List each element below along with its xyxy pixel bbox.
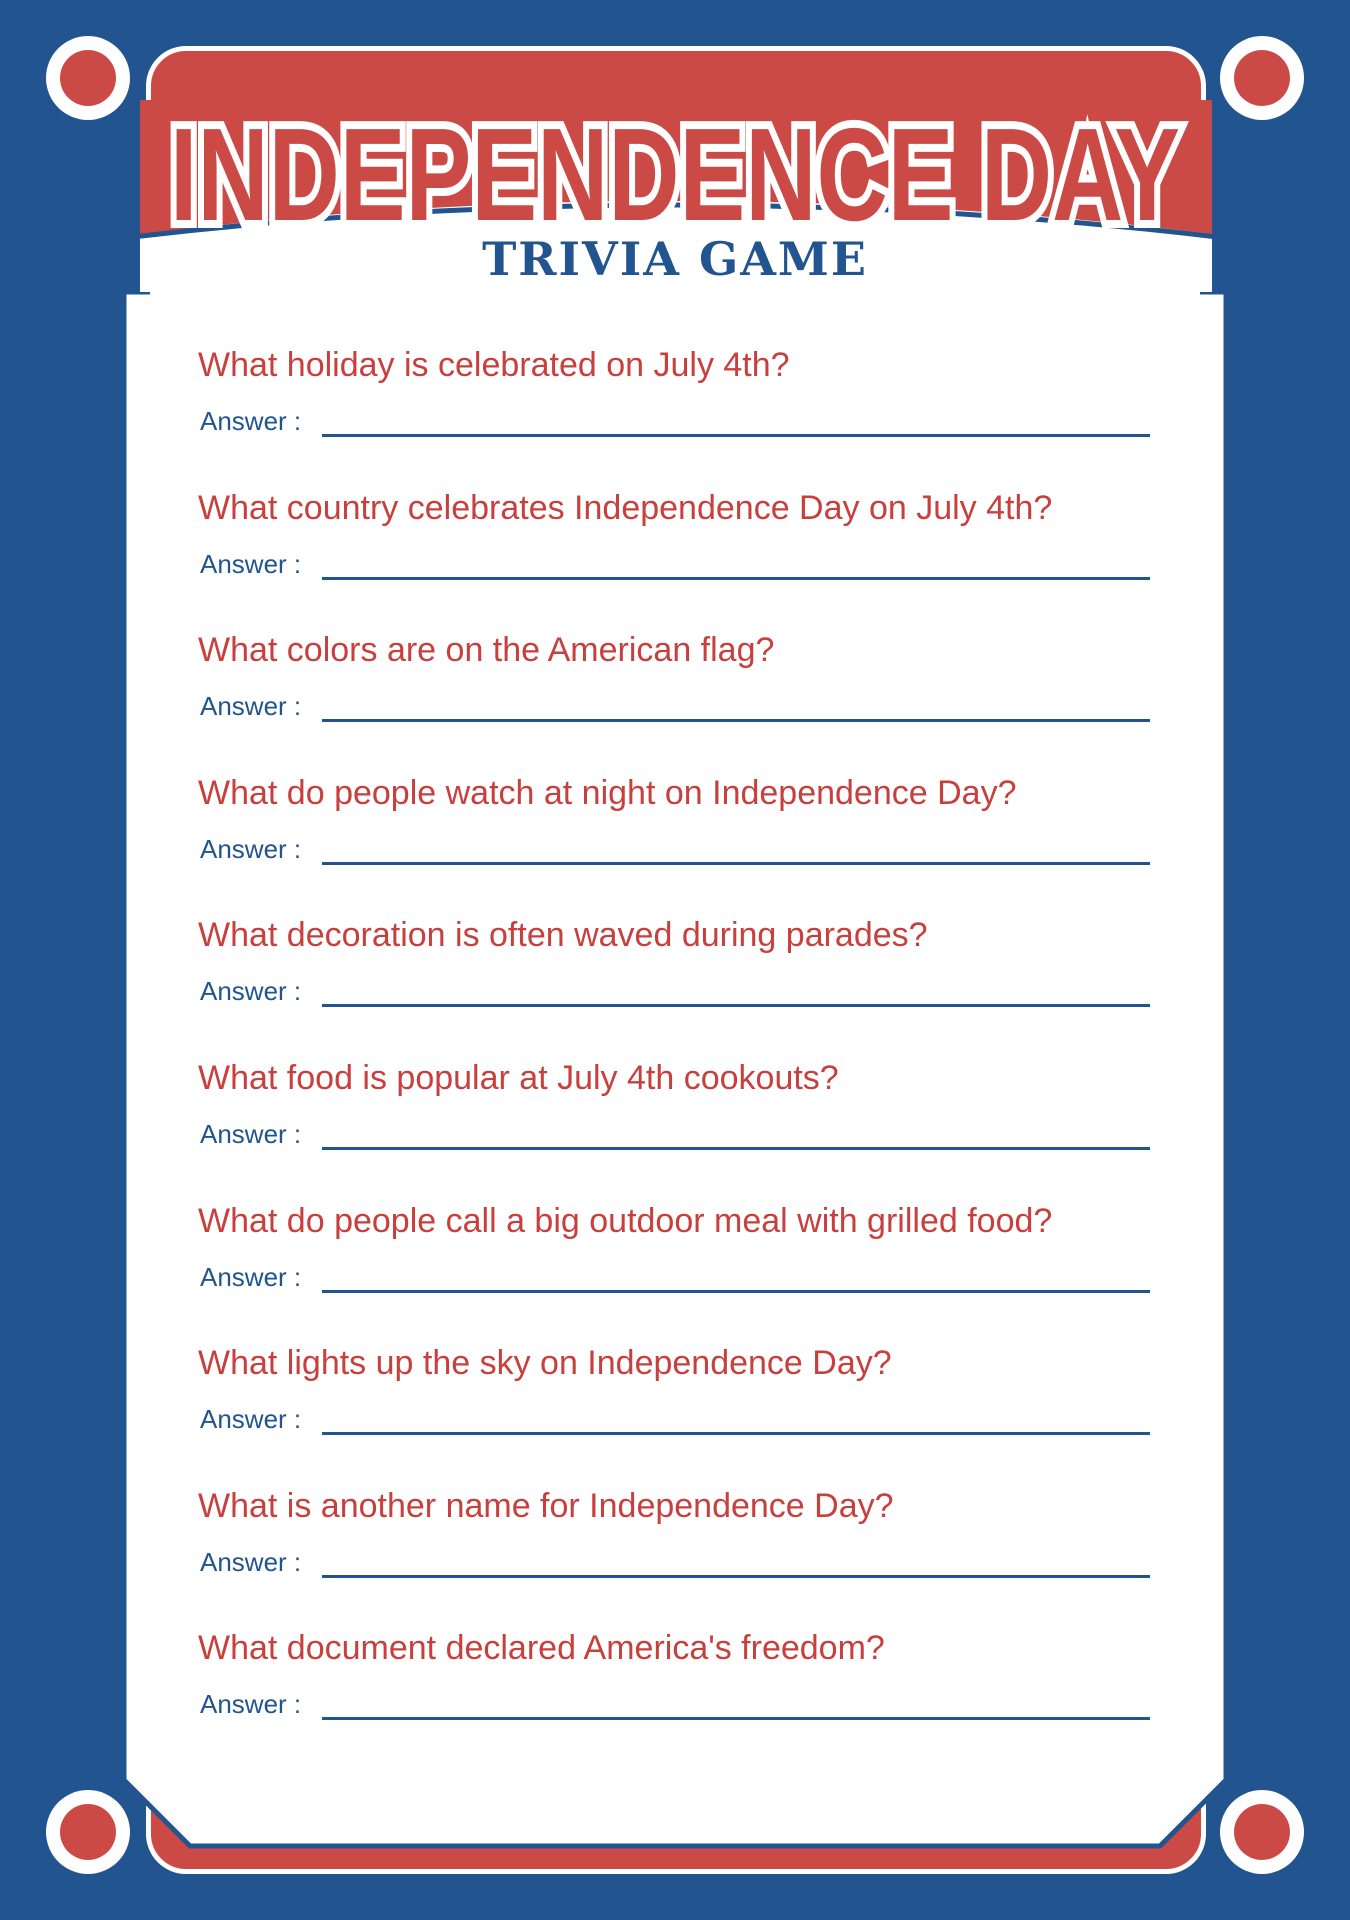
- question-text: What holiday is celebrated on July 4th?: [198, 346, 790, 384]
- answer-label: Answer :: [200, 833, 302, 864]
- answer-label: Answer :: [200, 406, 302, 436]
- question-item: [198, 912, 1150, 1055]
- answer-row: [198, 1117, 1150, 1157]
- answer-line[interactable]: [322, 1004, 1150, 1007]
- question-text: What lights up the sky on Independence Day?: [198, 1344, 892, 1383]
- answer-line[interactable]: [322, 862, 1150, 865]
- page-subtitle: TRIVIA GAME: [482, 232, 868, 286]
- question-item: [198, 770, 1150, 913]
- question-text: What do people call a big outdoor meal with grilled food?: [198, 1201, 1053, 1240]
- question-item: [198, 627, 1150, 770]
- answer-row: [198, 974, 1150, 1014]
- question-text: What document declared America's freedom?: [198, 1629, 885, 1668]
- answer-row: [198, 547, 1150, 587]
- answer-label: Answer :: [200, 1546, 302, 1577]
- answer-label: Answer :: [200, 1689, 302, 1720]
- answer-label: Answer :: [200, 976, 302, 1007]
- answer-line[interactable]: [322, 1290, 1150, 1293]
- question-item: [198, 1198, 1150, 1341]
- question-item: [198, 1483, 1150, 1626]
- title-banner: [150, 92, 1200, 242]
- question-text: What do people watch at night on Independence Day?: [198, 773, 1017, 812]
- answer-row: [198, 404, 1150, 444]
- question-text: What country celebrates Independence Day on July 4th?: [198, 488, 1053, 527]
- answer-label: Answer :: [200, 1404, 302, 1435]
- question-item: [198, 1340, 1150, 1483]
- question-text: What food is popular at July 4th cookouts?: [198, 1058, 839, 1097]
- answer-line[interactable]: [322, 1432, 1150, 1435]
- answer-line[interactable]: [322, 1147, 1150, 1150]
- answer-line[interactable]: [322, 577, 1150, 580]
- question-item: [198, 342, 1150, 485]
- answer-row: [198, 1687, 1150, 1727]
- answer-line[interactable]: [322, 719, 1150, 722]
- answer-label: Answer :: [200, 1118, 302, 1149]
- answer-row: [198, 689, 1150, 729]
- question-item: [198, 1055, 1150, 1198]
- question-list: [198, 342, 1150, 1768]
- answer-row: [198, 832, 1150, 872]
- answer-label: Answer :: [200, 548, 302, 579]
- answer-line[interactable]: [322, 1575, 1150, 1578]
- question-text: What colors are on the American flag?: [198, 631, 775, 670]
- answer-row: [198, 1402, 1150, 1442]
- answer-line[interactable]: [322, 1717, 1150, 1720]
- page-title-text: INDEPENDENCE DAY: [170, 101, 1180, 242]
- question-text: What is another name for Independence Day?: [198, 1486, 894, 1525]
- answer-row: [198, 1545, 1150, 1585]
- question-item: [198, 1625, 1150, 1768]
- answer-line[interactable]: [322, 434, 1150, 437]
- question-item: [198, 485, 1150, 628]
- answer-label: Answer :: [200, 691, 302, 722]
- page-title: [150, 92, 1200, 242]
- answer-label: Answer :: [200, 1261, 302, 1292]
- question-text: What decoration is often waved during parades?: [198, 916, 928, 955]
- answer-row: [198, 1260, 1150, 1300]
